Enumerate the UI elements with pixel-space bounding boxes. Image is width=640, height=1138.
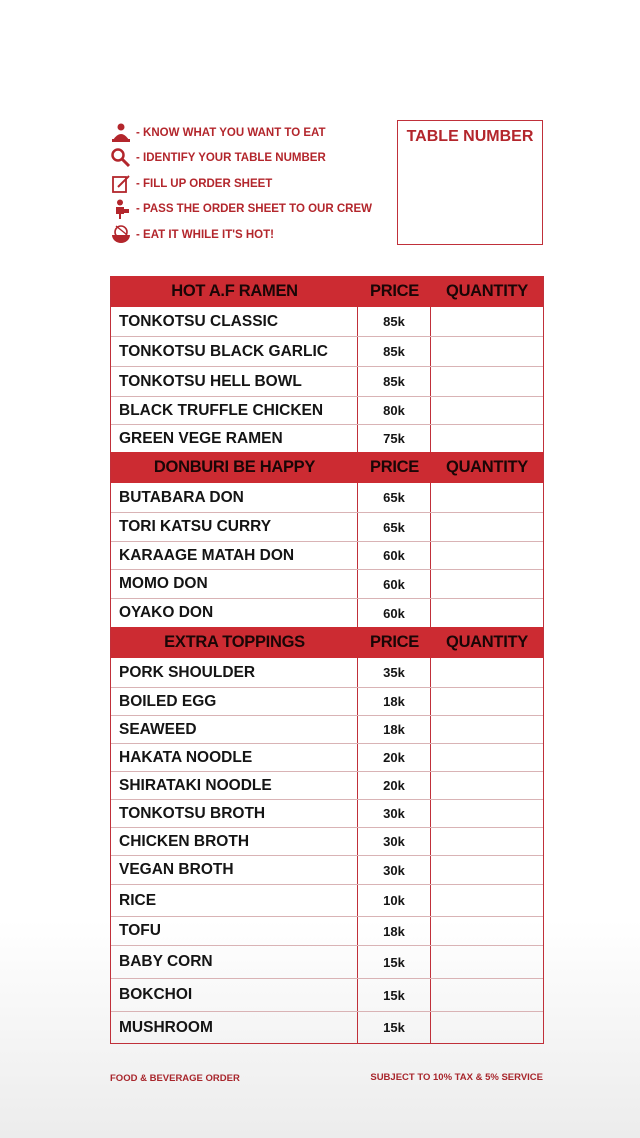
- quantity-cell[interactable]: [431, 570, 543, 598]
- quantity-cell[interactable]: [431, 513, 543, 541]
- item-price: 80k: [358, 397, 431, 424]
- item-price: 65k: [358, 513, 431, 541]
- table-row: [111, 307, 543, 336]
- quantity-cell[interactable]: [431, 337, 543, 366]
- quantity-cell[interactable]: [431, 658, 543, 687]
- quantity-cell[interactable]: [431, 483, 543, 512]
- item-name: VEGAN BROTH: [111, 856, 358, 884]
- quantity-cell[interactable]: [431, 828, 543, 855]
- item-name: TONKOTSU BLACK GARLIC: [111, 337, 358, 366]
- item-price: 30k: [358, 800, 431, 827]
- waiter-icon: [110, 198, 132, 220]
- footer-tax-note: SUBJECT TO 10% TAX & 5% SERVICE: [370, 1072, 543, 1083]
- item-price: 15k: [358, 1012, 431, 1043]
- quantity-header: QUANTITY: [446, 633, 528, 651]
- item-price: 60k: [358, 542, 431, 569]
- quantity-cell[interactable]: [431, 1012, 543, 1043]
- item-name: CHICKEN BROTH: [111, 828, 358, 855]
- item-name: BOILED EGG: [111, 688, 358, 715]
- step-text: - EAT IT WHILE IT'S HOT!: [136, 228, 274, 241]
- item-price: 60k: [358, 599, 431, 627]
- quantity-header: QUANTITY: [446, 282, 528, 300]
- quantity-cell[interactable]: [431, 917, 543, 945]
- item-price: 18k: [358, 917, 431, 945]
- item-price: 20k: [358, 744, 431, 771]
- table-row: [111, 396, 543, 424]
- item-name: MOMO DON: [111, 570, 358, 598]
- table-number-label: TABLE NUMBER: [406, 128, 534, 145]
- table-row: [111, 945, 543, 978]
- quantity-cell[interactable]: [431, 599, 543, 627]
- section-title: HOT A.F RAMEN: [171, 282, 298, 300]
- quantity-cell[interactable]: [431, 425, 543, 452]
- item-name: TONKOTSU HELL BOWL: [111, 367, 358, 396]
- quantity-cell[interactable]: [431, 688, 543, 715]
- pencil-sheet-icon: [110, 173, 132, 195]
- item-price: 15k: [358, 979, 431, 1011]
- table-row: [111, 1011, 543, 1043]
- item-price: 65k: [358, 483, 431, 512]
- item-price: 85k: [358, 337, 431, 366]
- section-title: EXTRA TOPPINGS: [164, 633, 305, 651]
- table-row: [111, 598, 543, 627]
- table-row: [111, 884, 543, 916]
- item-price: 20k: [358, 772, 431, 799]
- step-text: - PASS THE ORDER SHEET TO OUR CREW: [136, 203, 372, 216]
- section-rows-toppings: [111, 658, 543, 1043]
- quantity-cell[interactable]: [431, 856, 543, 884]
- item-name: GREEN VEGE RAMEN: [111, 425, 358, 452]
- table-row: [111, 771, 543, 799]
- table-row: [111, 483, 543, 512]
- quantity-cell[interactable]: [431, 772, 543, 799]
- table-row: [111, 978, 543, 1011]
- item-name: OYAKO DON: [111, 599, 358, 627]
- item-price: 75k: [358, 425, 431, 452]
- table-row: [111, 743, 543, 771]
- person-icon: [110, 122, 132, 144]
- item-name: SEAWEED: [111, 716, 358, 743]
- quantity-cell[interactable]: [431, 367, 543, 396]
- quantity-cell[interactable]: [431, 979, 543, 1011]
- item-name: BUTABARA DON: [111, 483, 358, 512]
- quantity-cell[interactable]: [431, 542, 543, 569]
- order-sheet: [110, 276, 544, 1044]
- quantity-header: QUANTITY: [446, 458, 528, 476]
- quantity-cell[interactable]: [431, 946, 543, 978]
- table-row: [111, 424, 543, 452]
- step-text: - KNOW WHAT YOU WANT TO EAT: [136, 126, 326, 139]
- item-price: 15k: [358, 946, 431, 978]
- price-header: PRICE: [370, 458, 419, 476]
- item-name: BOKCHOI: [111, 979, 358, 1011]
- step-text: - IDENTIFY YOUR TABLE NUMBER: [136, 152, 326, 165]
- item-price: 60k: [358, 570, 431, 598]
- table-row: [111, 658, 543, 687]
- table-row: [111, 916, 543, 945]
- quantity-cell[interactable]: [431, 307, 543, 336]
- table-row: [111, 541, 543, 569]
- step-fill-sheet: [110, 171, 400, 197]
- table-row: [111, 569, 543, 598]
- item-name: TONKOTSU CLASSIC: [111, 307, 358, 336]
- quantity-cell[interactable]: [431, 744, 543, 771]
- item-price: 18k: [358, 716, 431, 743]
- quantity-cell[interactable]: [431, 885, 543, 916]
- item-name: TORI KATSU CURRY: [111, 513, 358, 541]
- search-icon: [110, 147, 132, 169]
- section-title: DONBURI BE HAPPY: [153, 458, 316, 476]
- item-price: 30k: [358, 856, 431, 884]
- item-price: 85k: [358, 367, 431, 396]
- quantity-cell[interactable]: [431, 397, 543, 424]
- item-price: 35k: [358, 658, 431, 687]
- table-row: [111, 512, 543, 541]
- footer-order-label: FOOD & BEVERAGE ORDER: [110, 1073, 240, 1084]
- table-row: [111, 799, 543, 827]
- item-name: KARAAGE MATAH DON: [111, 542, 358, 569]
- item-name: RICE: [111, 885, 358, 916]
- section-rows-ramen: [111, 307, 543, 452]
- item-name: MUSHROOM: [111, 1012, 358, 1043]
- price-header: PRICE: [370, 282, 419, 300]
- step-eat-hot: [110, 222, 400, 248]
- bowl-icon: [110, 224, 132, 246]
- item-price: 18k: [358, 688, 431, 715]
- item-name: TOFU: [111, 917, 358, 945]
- step-know-what-to-eat: [110, 120, 400, 146]
- price-header: PRICE: [370, 633, 419, 651]
- table-row: [111, 827, 543, 855]
- item-price: 85k: [358, 307, 431, 336]
- section-header-donburi: [111, 452, 543, 483]
- table-row: [111, 855, 543, 884]
- step-pass-sheet: [110, 197, 400, 223]
- step-identify-table: [110, 146, 400, 172]
- section-header-ramen: [111, 276, 543, 307]
- item-name: HAKATA NOODLE: [111, 744, 358, 771]
- item-price: 30k: [358, 828, 431, 855]
- item-price: 10k: [358, 885, 431, 916]
- table-number-box[interactable]: [397, 120, 543, 245]
- table-row: [111, 336, 543, 366]
- item-name: SHIRATAKI NOODLE: [111, 772, 358, 799]
- table-row: [111, 715, 543, 743]
- quantity-cell[interactable]: [431, 716, 543, 743]
- table-row: [111, 366, 543, 396]
- section-header-toppings: [111, 627, 543, 658]
- item-name: BABY CORN: [111, 946, 358, 978]
- step-text: - FILL UP ORDER SHEET: [136, 177, 273, 190]
- table-row: [111, 687, 543, 715]
- instructions-list: [110, 120, 400, 248]
- item-name: PORK SHOULDER: [111, 658, 358, 687]
- quantity-cell[interactable]: [431, 800, 543, 827]
- section-rows-donburi: [111, 483, 543, 627]
- item-name: BLACK TRUFFLE CHICKEN: [111, 397, 358, 424]
- item-name: TONKOTSU BROTH: [111, 800, 358, 827]
